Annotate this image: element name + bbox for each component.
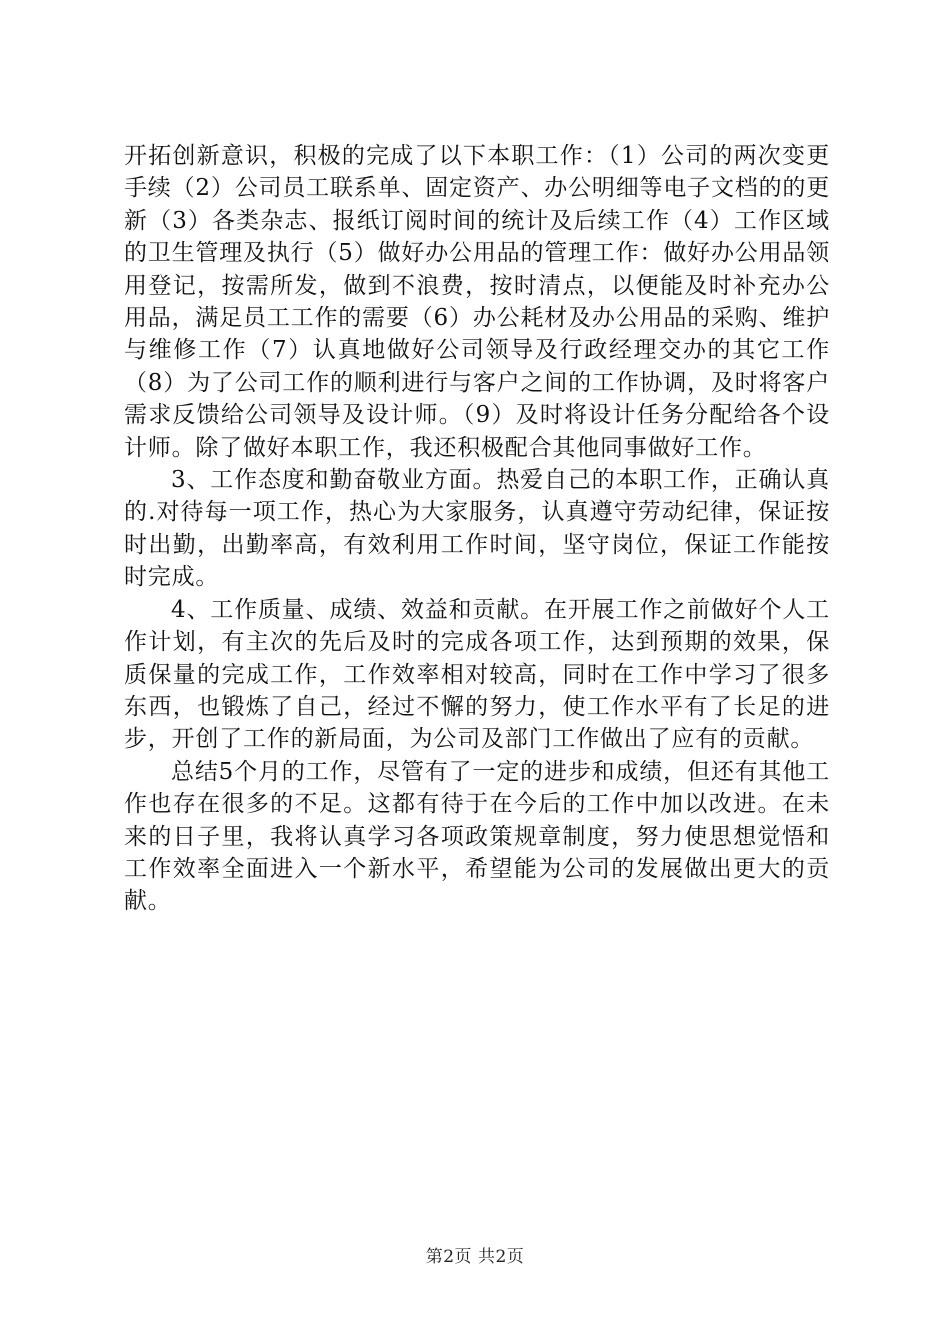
paragraph-work-quality: 4、工作质量、成绩、效益和贡献。在开展工作之前做好个人工作计划，有主次的先后及时的完成各项工作，达到预期的效果，保质保量的完成工作，工作效率相对较高，同时在工作中学习了很多东西，也锻炼了自己，经过不懈的努力，使工作水平有了长足的进步，开创了工作的新局面，为公司及部门工作做出了应有的贡献。: [124, 596, 830, 753]
paragraph-continued-duties: 开拓创新意识，积极的完成了以下本职工作：（1）公司的两次变更手续（2）公司员工联系单、固定资产、办公明细等电子文档的的更新（3）各类杂志、报纸订阅时间的统计及后续工作（4）工作区域的卫生管理及执行（5）做好办公用品的管理工作：做好办公用品领用登记，按需所发，做到不浪费，按时清点，以便能及时补充办公用品，满足员工工作的需要（6）办公耗材及办公用品的采购、维护与维修工作（7）认真地做好公司领导及行政经理交办的其它工作（8）为了公司工作的顺利进行与客户之间的工作协调，及时将客户需求反馈给公司领导及设计师。（9）及时将设计任务分配给各个设计师。除了做好本职工作，我还积极配合其他同事做好工作。: [124, 143, 830, 461]
page-number-footer: 第2页 共2页: [425, 1247, 525, 1267]
document-body: [124, 140, 830, 918]
paragraph-summary: 总结5个月的工作，尽管有了一定的进步和成绩，但还有其他工作也存在很多的不足。这都有待于在今后的工作中加以改进。在未来的日子里，我将认真学习各项政策规章制度，努力使思想觉悟和工作效率全面进入一个新水平，希望能为公司的发展做出更大的贡献。: [124, 758, 830, 915]
paragraph-work-attitude: 3、工作态度和勤奋敬业方面。热爱自己的本职工作，正确认真的.对待每一项工作，热心为大家服务，认真遵守劳动纪律，保证按时出勤，出勤率高，有效利用工作时间，坚守岗位，保证工作能按时完成。: [124, 467, 830, 591]
